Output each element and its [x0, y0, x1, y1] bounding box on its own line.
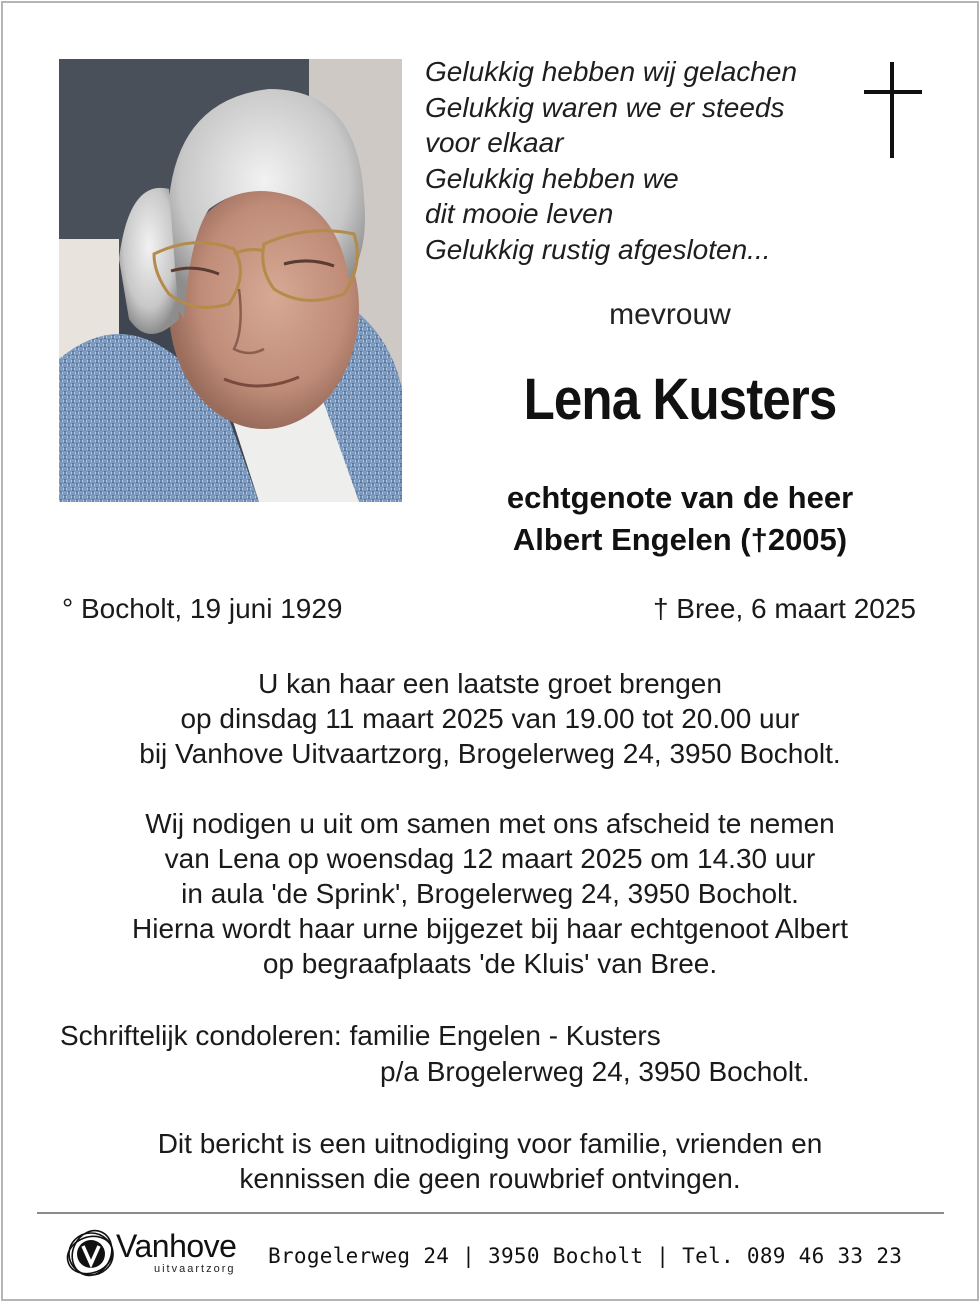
spouse-line: echtgenote van de heer: [506, 480, 854, 515]
text-line: in aula 'de Sprink', Brogelerweg 24, 3950 Bocholt.: [181, 878, 799, 909]
text-line: Dit bericht is een uitnodiging voor familie, vrienden en: [157, 1128, 823, 1159]
spouse-info: [420, 477, 940, 561]
poem-line: dit mooie leven: [425, 198, 614, 229]
birth-date: ° Bocholt, 19 juni 1929: [62, 593, 343, 624]
text-line: Hierna wordt haar urne bijgezet bij haar echtgenoot Albert: [132, 913, 848, 944]
logo-emblem-icon: [64, 1226, 120, 1282]
poem-line: Gelukkig hebben wij gelachen: [425, 56, 798, 87]
text-line: van Lena op woensdag 12 maart 2025 om 14.30 uur: [164, 843, 816, 874]
logo-subtitle: uitvaartzorg: [154, 1263, 236, 1275]
text-line: op begraafplaats 'de Kluis' van Bree.: [262, 948, 718, 979]
condolence-line: Schriftelijk condoleren: familie Engelen - Kusters: [60, 1020, 661, 1051]
text-line: op dinsdag 11 maart 2025 van 19.00 tot 20.00 uur: [180, 703, 800, 734]
text-line: U kan haar een laatste groet brengen: [258, 668, 722, 699]
text-line: kennissen die geen rouwbrief ontvingen.: [239, 1163, 741, 1194]
poem-line: Gelukkig waren we er steeds: [425, 91, 785, 123]
death-date: † Bree, 6 maart 2025: [652, 593, 916, 624]
poem-line: Gelukkig hebben we: [425, 162, 679, 194]
vanhove-logo: [64, 1226, 254, 1282]
notice-paragraph: [40, 1126, 940, 1196]
poem: [425, 54, 865, 267]
footer-address: Brogelerweg 24 | 3950 Bocholt | Tel. 089 46 33 23: [268, 1244, 903, 1268]
footer-divider: [37, 1212, 944, 1214]
poem-line: voor elkaar: [425, 127, 564, 158]
text-line: bij Vanhove Uitvaartzorg, Brogelerweg 24, 3950 Bocholt.: [139, 738, 841, 769]
spouse-line: Albert Engelen (†2005): [512, 522, 848, 557]
text-line: Wij nodigen u uit om samen met ons afscheid te nemen: [145, 808, 835, 839]
visitation-paragraph: [40, 666, 940, 771]
portrait-photo: [59, 59, 402, 502]
logo-name: Vanhove: [116, 1228, 237, 1264]
cross-icon: [864, 62, 922, 158]
ceremony-paragraph: [40, 806, 940, 981]
condolence-address: p/a Brogelerweg 24, 3950 Bocholt.: [380, 1056, 810, 1087]
honorific: mevrouw: [609, 298, 731, 331]
poem-line: Gelukkig rustig afgesloten...: [425, 233, 771, 265]
deceased-name: Lena Kusters: [523, 367, 837, 432]
